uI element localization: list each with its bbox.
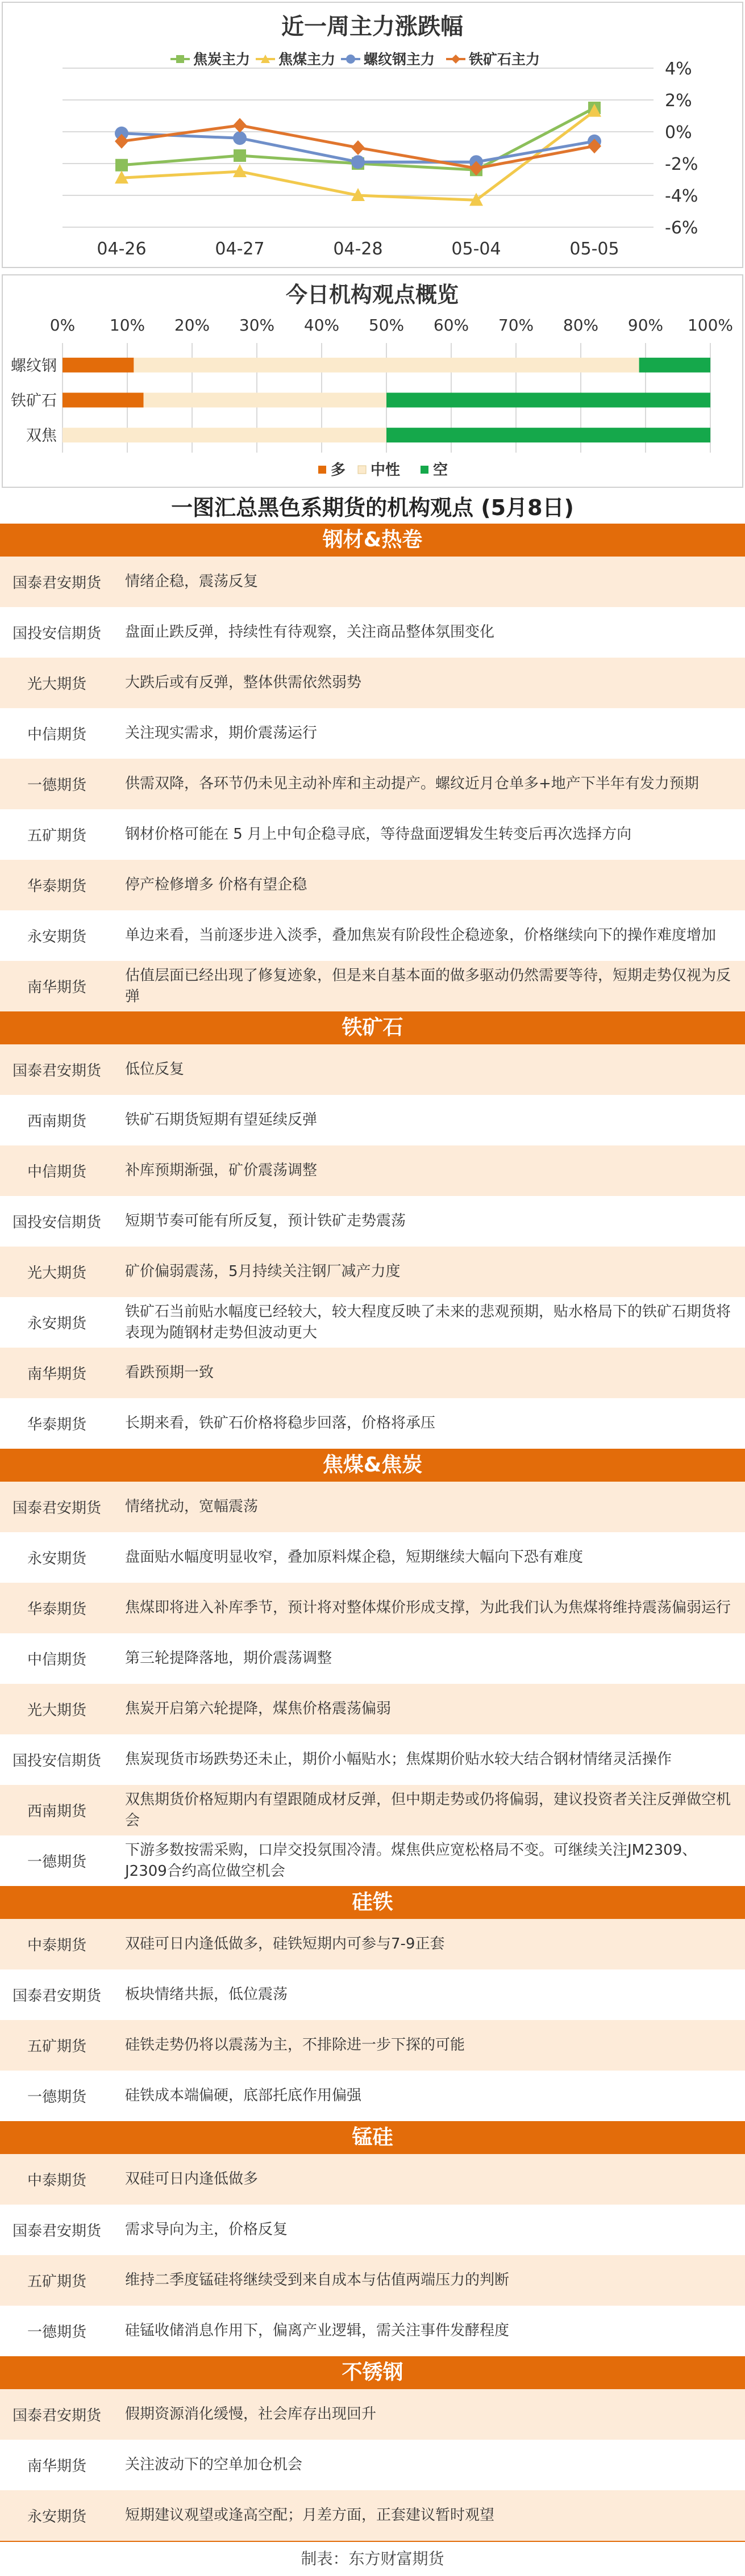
line-chart [0, 0, 745, 272]
institution-view: 短期建议观望或逢高空配；月差方面，正套建议暂时观望 [125, 2507, 495, 2524]
table-row [0, 1044, 745, 1095]
institution-view: 估值层面已经出现了修复迹象，但是来自基本面的做多驱动仍然需要等待，短期走势仅视为反弹 [125, 967, 731, 1005]
institution-name: 一德期货 [27, 2324, 86, 2341]
table-row [0, 1734, 745, 1785]
institution-name: 国泰君安期货 [12, 1063, 101, 1080]
line-chart-title: 近一周主力涨跌幅 [281, 14, 463, 40]
bar-segment [63, 393, 144, 408]
institution-view: 硅铁走势仍将以震荡为主，不排除进一步下探的可能 [125, 2036, 465, 2054]
institution-view: 焦煤即将进入补库季节，预计将对整体煤价形成支撑，为此我们认为焦煤将维持震荡偏弱运行 [125, 1599, 731, 1616]
table-row [0, 809, 745, 860]
institution-view: 长期来看，铁矿石价格将稳步回落，价格将承压 [125, 1415, 436, 1432]
institution-name: 南华期货 [27, 1366, 86, 1383]
x-tick-label: 04-28 [333, 239, 383, 259]
institution-view: 铁矿石期货短期有望延续反弹 [125, 1111, 318, 1128]
x-tick-label: 70% [498, 316, 534, 334]
table-row [0, 607, 745, 658]
section-header: 硅铁 [0, 1886, 745, 1919]
institution-view: 下游多数按需采购，口岸交投氛围冷清。煤焦供应宽松格局不变。可继续关注JM2309、J2309合约高位做空机会 [125, 1841, 697, 1880]
views-table [0, 524, 745, 2541]
table-row [0, 1532, 745, 1583]
table-row [0, 2154, 745, 2205]
x-tick-label: 80% [563, 316, 599, 334]
institution-view: 大跌后或有反弹，整体供需依然弱势 [125, 674, 362, 691]
institution-name: 南华期货 [27, 2458, 86, 2475]
legend-label: 空 [433, 462, 448, 479]
institution-view: 板块情绪共振，低位震荡 [125, 1986, 288, 2003]
institution-view: 硅铁成本端偏硬，底部托底作用偏强 [125, 2087, 362, 2104]
y-category-label: 螺纹钢 [11, 357, 57, 375]
institution-name: 中泰期货 [27, 1937, 86, 1954]
institution-view: 钢材价格可能在 5 月上中旬企稳寻底，等待盘面逻辑发生转变后再次选择方向 [125, 826, 632, 843]
table-title: 一图汇总黑色系期货的机构观点 (5月8日) [171, 495, 574, 520]
x-tick-label: 04-27 [215, 239, 265, 259]
institution-name: 西南期货 [27, 1113, 86, 1130]
institution-view: 矿价偏弱震荡，5月持续关注钢厂减产力度 [125, 1263, 401, 1280]
bar-segment [639, 358, 710, 373]
bar-chart-svg [0, 274, 745, 490]
x-tick-label: 100% [687, 316, 734, 334]
table-row [0, 2255, 745, 2306]
table-row [0, 1969, 745, 2020]
institution-name: 国投安信期货 [12, 1214, 101, 1231]
table-row [0, 1196, 745, 1247]
series-point [234, 149, 246, 162]
table-row [0, 1633, 745, 1684]
institution-name: 一德期货 [27, 1854, 86, 1871]
x-tick-label: 40% [303, 316, 340, 334]
legend-label: 多 [331, 462, 346, 479]
bar-segment [144, 393, 387, 408]
x-tick-label: 0% [49, 316, 76, 334]
institution-name: 五矿期货 [27, 2038, 86, 2055]
table-row [0, 1482, 745, 1532]
table-row [0, 1398, 745, 1449]
institution-view: 焦炭现货市场跌势还未止，期价小幅贴水；焦煤期价贴水较大结合钢材情绪灵活操作 [125, 1751, 672, 1768]
institution-name: 国泰君安期货 [12, 1500, 101, 1517]
institution-name: 永安期货 [27, 1550, 86, 1567]
table-row [0, 2205, 745, 2255]
y-tick-label: -2% [665, 154, 698, 174]
line-chart-svg [0, 0, 745, 270]
institution-view: 关注现实需求，期价震荡运行 [125, 725, 318, 742]
table-row [0, 557, 745, 607]
table-row [0, 1684, 745, 1734]
section-header: 钢材&热卷 [0, 524, 745, 557]
y-tick-label: 4% [665, 59, 692, 79]
legend-label: 焦煤主力 [278, 51, 336, 68]
institution-name: 中信期货 [27, 1651, 86, 1668]
table-row [0, 2020, 745, 2071]
institution-view: 焦炭开启第六轮提降，煤焦价格震荡偏弱 [125, 1700, 392, 1717]
institution-view: 低位反复 [125, 1061, 185, 1078]
table-row [0, 1095, 745, 1145]
institution-name: 国泰君安期货 [12, 575, 101, 592]
table-row [0, 2071, 745, 2121]
legend-label: 铁矿石主力 [469, 51, 540, 68]
institution-name: 华泰期货 [27, 878, 86, 895]
legend-swatch [421, 466, 428, 474]
table-row [0, 2389, 745, 2440]
institution-view: 双硅可日内逢低做多，硅铁短期内可参与7-9正套 [125, 1935, 445, 1952]
bar-chart [0, 274, 745, 492]
institution-name: 国泰君安期货 [12, 2407, 101, 2424]
bar-chart-bars [63, 358, 710, 442]
table-row [0, 1145, 745, 1196]
table-row [0, 910, 745, 961]
institution-view: 盘面贴水幅度明显收窄，叠加原料煤企稳，短期继续大幅向下恐有难度 [125, 1549, 584, 1566]
series-point [115, 159, 128, 172]
institution-name: 光大期货 [27, 1702, 86, 1719]
institution-view: 情绪扰动，宽幅震荡 [125, 1498, 259, 1515]
table-row [0, 2440, 745, 2490]
table-row [0, 1297, 745, 1348]
bar-segment [386, 393, 710, 408]
institution-name: 中信期货 [27, 1164, 86, 1181]
institution-name: 国泰君安期货 [12, 1988, 101, 2005]
institution-view: 双焦期货价格短期内有望跟随成材反弹，但中期走势或仍将偏弱，建议投资者关注反弹做空机会 [125, 1791, 731, 1829]
institution-view: 铁矿石当前贴水幅度已经较大，较大程度反映了未来的悲观预期，贴水格局下的铁矿石期货将表现为随钢材走势但波动更大 [125, 1303, 731, 1341]
institution-name: 永安期货 [27, 2508, 86, 2525]
table-row [0, 1348, 745, 1398]
institution-view: 情绪企稳，震荡反复 [125, 573, 259, 590]
institution-view: 单边来看，当前逐步进入淡季，叠加焦炭有阶段性企稳迹象，价格继续向下的操作难度增加 [125, 927, 717, 944]
institution-name: 五矿期货 [27, 827, 86, 844]
x-tick-label: 20% [174, 316, 210, 334]
y-category-label: 铁矿石 [11, 392, 57, 410]
section-header: 不锈钢 [0, 2356, 745, 2389]
institution-name: 华泰期货 [27, 1601, 86, 1618]
institution-name: 永安期货 [27, 1315, 86, 1332]
table-row [0, 2306, 745, 2356]
institution-name: 一德期货 [27, 777, 86, 794]
institution-name: 西南期货 [27, 1803, 86, 1820]
institution-view: 供需双降，各环节仍未见主动补库和主动提产。螺纹近月仓单多+地产下半年有发力预期 [125, 775, 699, 792]
institution-name: 一德期货 [27, 2089, 86, 2106]
legend-swatch [318, 466, 326, 474]
institution-name: 光大期货 [27, 1265, 86, 1282]
table-footer: 制表：东方财富期货 [0, 2541, 745, 2576]
table-row [0, 1247, 745, 1297]
table-row [0, 1583, 745, 1633]
institution-name: 永安期货 [27, 929, 86, 946]
legend-label: 中性 [371, 462, 401, 479]
x-tick-label: 05-05 [569, 239, 619, 259]
legend-label: 焦炭主力 [193, 51, 251, 68]
institution-view: 硅锰收储消息作用下，偏离产业逻辑，需关注事件发酵程度 [125, 2322, 510, 2339]
table-row [0, 658, 745, 708]
series-point [233, 131, 247, 145]
x-tick-label: 30% [239, 316, 275, 334]
bar-segment [386, 428, 710, 442]
institution-name: 国泰君安期货 [12, 2223, 101, 2240]
x-tick-label: 10% [109, 316, 145, 334]
institution-name: 光大期货 [27, 676, 86, 693]
institution-view: 看跌预期一致 [125, 1364, 214, 1381]
institution-view: 盘面止跌反弹，持续性有待观察，关注商品整体氛围变化 [125, 624, 495, 641]
institution-view: 需求导向为主，价格反复 [125, 2221, 288, 2238]
section-header: 焦煤&焦炭 [0, 1449, 745, 1482]
institution-view: 第三轮提降落地，期价震荡调整 [125, 1650, 332, 1667]
table-row [0, 1919, 745, 1969]
table-row [0, 961, 745, 1011]
table-row [0, 759, 745, 809]
legend-label: 螺纹钢主力 [364, 51, 435, 68]
table-row [0, 2490, 745, 2541]
bar-segment [63, 358, 134, 373]
institution-name: 五矿期货 [27, 2273, 86, 2290]
institution-view: 假期资源消化缓慢，社会库存出现回升 [125, 2406, 377, 2423]
y-tick-label: -4% [665, 186, 698, 206]
institution-name: 华泰期货 [27, 1416, 86, 1433]
institution-name: 国投安信期货 [12, 1753, 101, 1770]
x-tick-label: 05-04 [451, 239, 501, 259]
y-tick-label: -6% [665, 218, 698, 238]
legend-swatch [358, 466, 366, 474]
legend-marker [176, 55, 184, 63]
institution-view: 停产检修增多 价格有望企稳 [125, 876, 307, 893]
y-category-label: 双焦 [26, 427, 57, 445]
x-tick-label: 60% [433, 316, 469, 334]
institution-view: 维持二季度锰硅将继续受到来自成本与估值两端压力的判断 [125, 2272, 510, 2289]
x-tick-label: 90% [627, 316, 664, 334]
institution-name: 国投安信期货 [12, 625, 101, 642]
y-tick-label: 2% [665, 91, 692, 111]
bar-segment [63, 428, 386, 442]
table-row [0, 708, 745, 759]
x-tick-label: 50% [368, 316, 405, 334]
institution-view: 关注波动下的空单加仓机会 [125, 2456, 303, 2473]
institution-view: 补库预期渐强，矿价震荡调整 [125, 1162, 318, 1179]
table-row [0, 1835, 745, 1886]
institution-name: 中泰期货 [27, 2172, 86, 2189]
bar-segment [134, 358, 639, 373]
x-tick-label: 04-26 [97, 239, 147, 259]
table-row [0, 860, 745, 910]
series-point [351, 155, 365, 169]
y-tick-label: 0% [665, 123, 692, 143]
table-row [0, 1785, 745, 1835]
institution-view: 双硅可日内逢低做多 [125, 2171, 259, 2188]
legend-marker [346, 55, 355, 64]
bar-chart-title: 今日机构观点概览 [285, 282, 459, 307]
section-header: 锰硅 [0, 2121, 745, 2154]
institution-name: 南华期货 [27, 979, 86, 996]
institution-view: 短期节奏可能有所反复，预计铁矿走势震荡 [125, 1212, 406, 1230]
section-header: 铁矿石 [0, 1011, 745, 1044]
institution-name: 中信期货 [27, 726, 86, 743]
